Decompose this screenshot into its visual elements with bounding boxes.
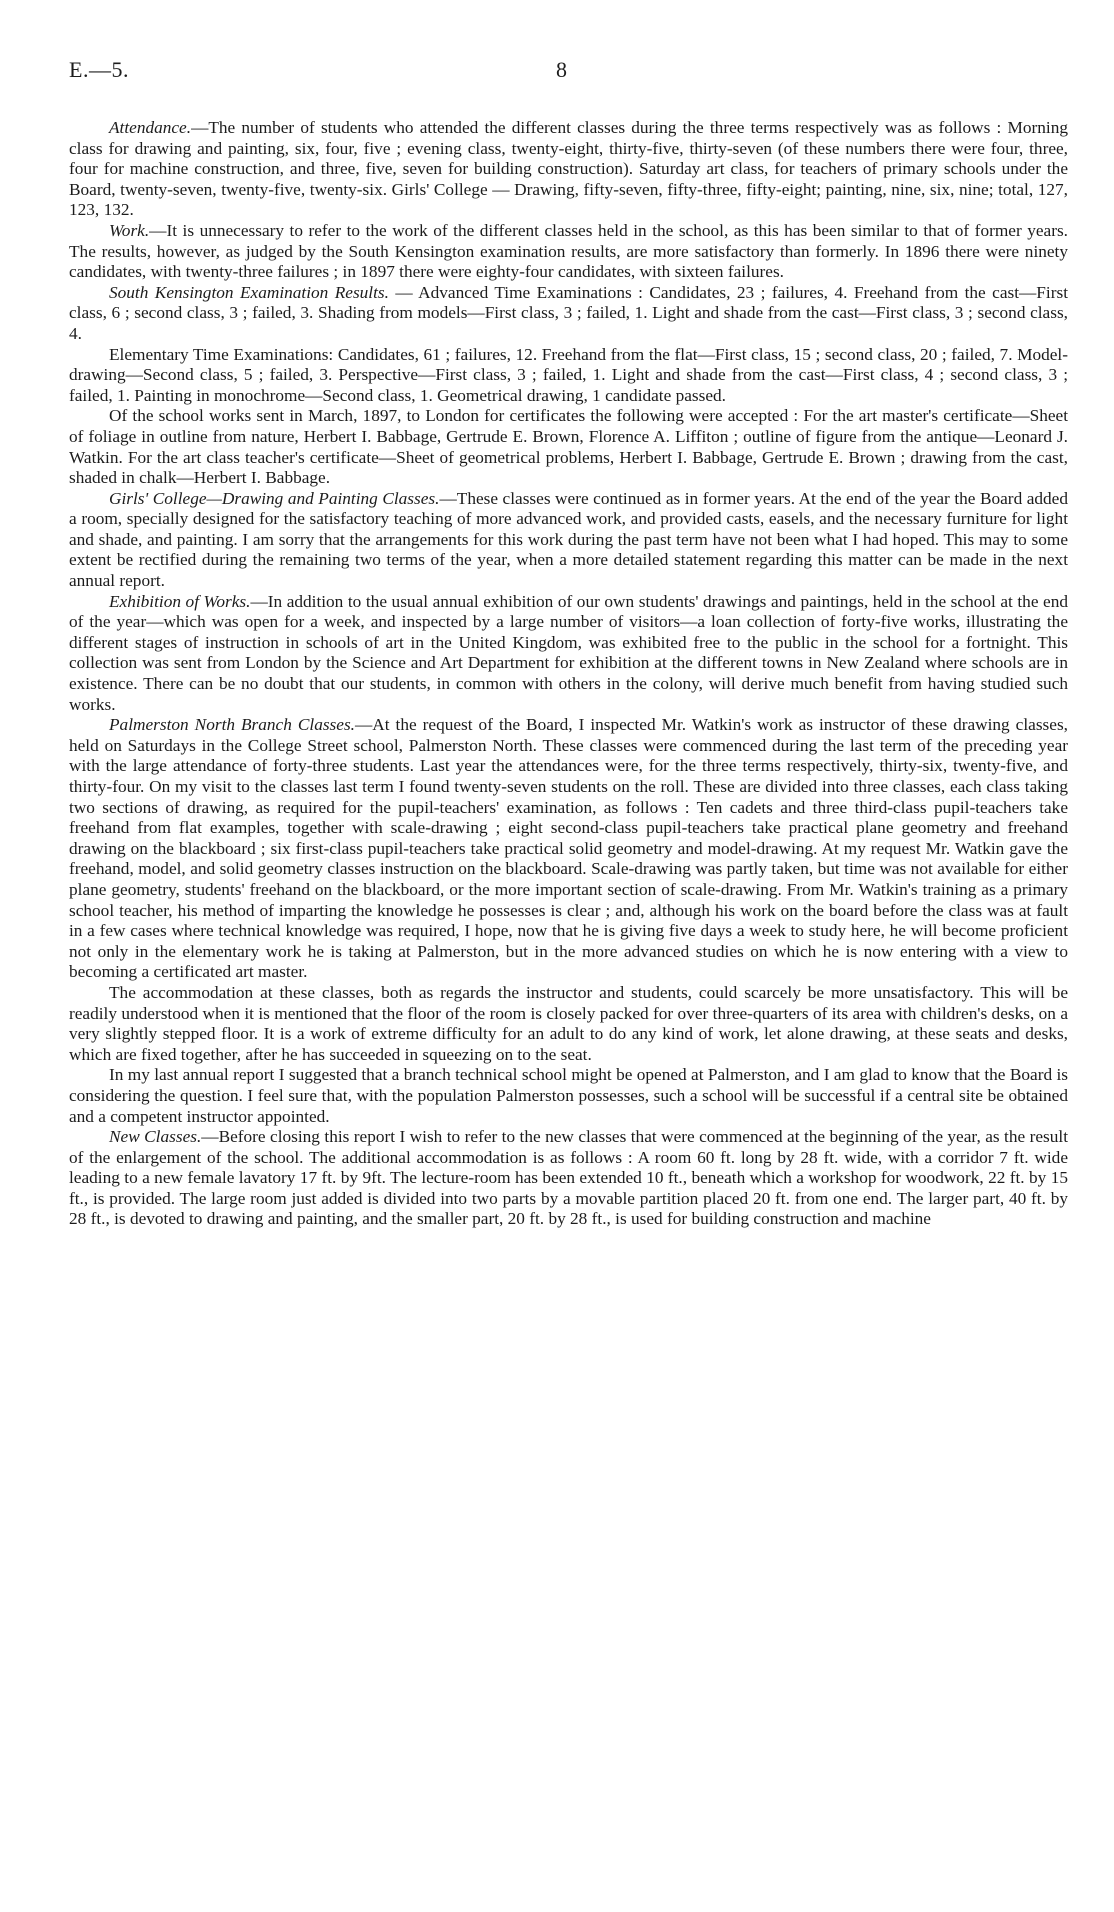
paragraph-text: Of the school works sent in March, 1897, to London for certificates the following were accepted : For the art master's certificate—Sheet of foliage in outline from nature, Herbert I. Babbage, Gertrude E. Brown, Florence A. Liffiton ; outline of figure from the antique—Leonard J. Watkin. For the art class teacher's certificate—Sheet of geometrical problems, Herbert I. Babbage, Gertrude E. Brown ; drawing from the cast, shaded in chalk—Herbert I. Babbage. <box>69 406 1068 488</box>
paragraph-new-classes <box>69 1127 1068 1230</box>
paragraph-heading: Palmerston North Branch Classes. <box>109 715 355 735</box>
paragraph-heading: New Classes. <box>109 1127 202 1147</box>
paragraph-text: —At the request of the Board, I inspected Mr. Watkin's work as instructor of these drawing classes, held on Saturdays in the College Street school, Palmerston North. These classes were commenced during the last term of the preceding year with the large attendance of forty-three students. Last year the attendances were, for the three terms respectively, thirty-six, twenty-five, and thirty-four. On my visit to the classes last term I found twenty-seven students on the roll. These are divided into three classes, each class taking two sections of drawing, as required for the pupil-teachers' examination, as follows : Ten cadets and three third-class pupil-teachers take freehand from flat examples, together with scale-drawing ; eight second-class pupil-teachers take practical plane geometry and freehand drawing on the blackboard ; six first-class pupil-teachers take practical solid geometry and model-drawing. At my request Mr. Watkin gave the freehand, model, and solid geometry classes instruction on the blackboard. Scale-drawing was partly taken, but time was not available for either plane geometry, students' freehand on the blackboard, or the more important section of scale-drawing. From Mr. Watkin's training as a primary school teacher, his method of imparting the knowledge he possesses is clear ; and, although his work on the board before the class was at fault in a few cases where technical knowledge was required, I hope, now that he is giving five days a week to study here, he will become proficient not only in the elementary work he is taking at Palmerston, but in the more advanced studies on which he is now entering with a view to becoming a certificated art master. <box>69 715 1068 982</box>
paragraph-heading: Attendance. <box>109 118 192 137</box>
paragraph-text: The accommodation at these classes, both as regards the instructor and students, could scarcely be more unsatisfactory. This will be readily understood when it is mentioned that the floor of the room is closely packed for over three-quarters of its area with children's desks, on a very slightly stepped floor. It is a work of extreme difficulty for an adult to do any kind of work, let alone drawing, at these seats and desks, which are fixed together, after he has succeeded in squeezing on to the seat. <box>69 982 1068 1064</box>
paragraph-heading: Work. <box>109 220 150 240</box>
paragraph-girls-college <box>69 489 1068 592</box>
paragraph-palmerston-north <box>69 715 1068 983</box>
paragraph-heading: Exhibition of Works. <box>109 591 251 611</box>
paragraph-branch-school <box>69 1065 1068 1127</box>
paragraph-work <box>69 221 1068 283</box>
paragraph-text: —The number of students who attended the different classes during the three terms respectively was as follows : Morning class for drawing and painting, six, four, five ; evening class, twenty-eight, thirty-five, thirty-seven (of these numbers there were four, three, four for machine construction, and three, five, seven for building construction). Saturday art class, for teachers of primary schools under the Board, twenty-seven, twenty-five, twenty-six. Girls' College — Drawing, fifty-seven, fifty-three, fifty-eight; painting, nine, six, nine; total, 127, 123, 132. <box>69 118 1068 220</box>
paragraph-text: —These classes were continued as in former years. At the end of the year the Board added a room, specially designed for the satisfactory teaching of more advanced work, and provided casts, easels, and the necessary furniture for light and shade, and painting. I am sorry that the arrangements for this work during the past term have not been what I had hoped. This may to some extent be rectified during the remaining two terms of the year, when a more detailed statement regarding this matter can be made in the next annual report. <box>69 488 1068 591</box>
paragraph-text: In my last annual report I suggested that a branch technical school might be opened at Palmerston, and I am glad to know that the Board is considering the question. I feel sure that, with the population Palmerston possesses, such a school will be successful if a central site be obtained and a competent instructor appointed. <box>69 1065 1068 1126</box>
paragraph-text: —It is unnecessary to refer to the work of the different classes held in the school, as this has been similar to that of former years. The results, however, as judged by the South Kensington examination results, are more satisfactory than formerly. In 1896 there were ninety candidates, with twenty-three failures ; in 1897 there were eighty-four candidates, with sixteen failures. <box>69 220 1068 282</box>
paragraph-south-kensington-results <box>69 283 1068 345</box>
document-reference: E.—5. <box>69 57 129 82</box>
paragraph-exhibition <box>69 592 1068 716</box>
paragraph-attendance <box>69 118 1068 221</box>
paragraph-text: —In addition to the usual annual exhibition of our own students' drawings and paintings, held in the school at the end of the year—which was open for a week, and inspected by a large number of visitors—a loan collection of forty-five works, illustrating the different stages of instruction in schools of art in the United Kingdom, was exhibited free to the public in the school for a fortnight. This collection was sent from London by the Science and Art Department for exhibition at the different towns in New Zealand where schools are in existence. There can be no doubt that our students, in common with others in the colony, will derive much benefit from having studied such works. <box>69 591 1069 714</box>
paragraph-elementary-examinations <box>69 345 1068 407</box>
paragraph-heading: Girls' College—Drawing and Painting Classes. <box>109 488 440 508</box>
page-header <box>69 57 1069 97</box>
paragraph-certificates <box>69 406 1068 488</box>
paragraph-text: — Advanced Time Examinations : Candidates, 23 ; failures, 4. Freehand from the cast—First class, 6 ; second class, 3 ; failed, 3. Shading from models—First class, 3 ; failed, 1. Light and shade from the cast—First class, 3 ; second class, 4. <box>69 282 1068 343</box>
page-number: 8 <box>556 57 567 82</box>
paragraph-accommodation <box>69 983 1068 1065</box>
report-body <box>69 118 1068 1230</box>
paragraph-text: Elementary Time Examinations: Candidates, 61 ; failures, 12. Freehand from the flat—First class, 15 ; second class, 20 ; failed, 7. Model-drawing—Second class, 5 ; failed, 3. Perspective—First class, 3 ; failed, 1. Light and shade from the cast—First class, 4 ; second class, 3 ; failed, 1. Painting in monochrome—Second class, 1. Geometrical drawing, 1 candidate passed. <box>69 344 1068 405</box>
paragraph-heading: South Kensington Examination Results. <box>109 282 389 302</box>
paragraph-text: —Before closing this report I wish to refer to the new classes that were commenced at the beginning of the year, as the result of the enlargement of the school. The additional accommodation is as follows : A room 60 ft. long by 28 ft. wide, with a corridor 7 ft. wide leading to a new female lavatory 17 ft. by 9ft. The lecture-room has been extended 10 ft., beneath which a workshop for woodwork, 22 ft. by 15 ft., is provided. The large room just added is divided into two parts by a movable partition placed 20 ft. from one end. The larger part, 40 ft. by 28 ft., is devoted to drawing and painting, and the smaller part, 20 ft. by 28 ft., is used for building construction and machine <box>69 1127 1068 1229</box>
